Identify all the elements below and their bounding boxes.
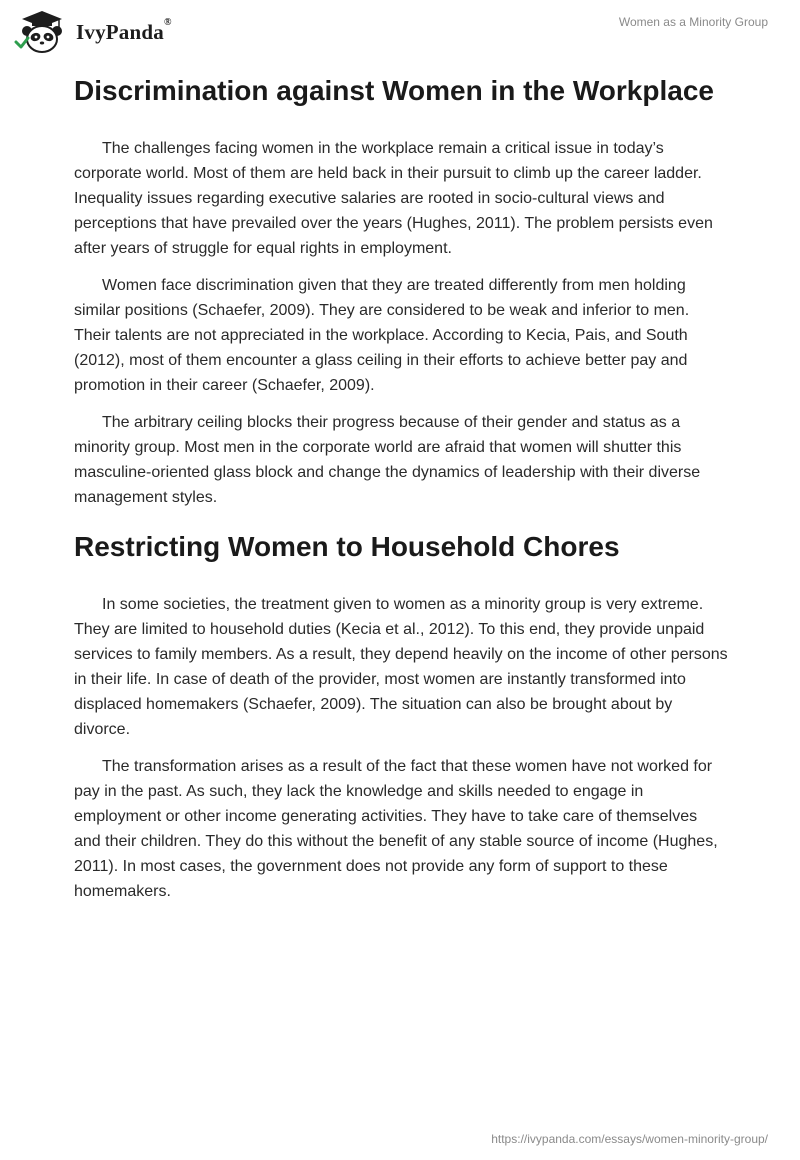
brand-logo[interactable]: [14, 8, 172, 56]
paragraph: The challenges facing women in the workplace remain a critical issue in today’s corporate world. Most of them are held back in their pursuit to climb up the career ladder. Inequality issues regarding executive salaries are rooted in socio-cultural views and perceptions that have prevailed over the years (Hughes, 2011). The problem persists even after years of struggle for equal rights in employment.: [74, 140, 713, 257]
paragraph: The arbitrary ceiling blocks their progress because of their gender and status as a minority group. Most men in the corporate world are afraid that women will shutter this masculine-oriented glass block and change the dynamics of leadership with their diverse management styles.: [74, 414, 701, 506]
paragraph: In some societies, the treatment given to women as a minority group is very extreme. They are limited to household duties (Kecia et al., 2012). To this end, they provide unpaid services to family members. As a result, they depend heavily on the income of other persons in their life. In case of death of the provider, most women are instantly transformed into displaced homemakers (Schaefer, 2009). The situation can also be brought about by divorce.: [74, 596, 728, 738]
brand-name: IvyPanda®: [76, 16, 172, 44]
paragraph: Women face discrimination given that they are treated differently from men holding similar positions (Schaefer, 2009). They are considered to be weak and inferior to men. Their talents are not appreciated in the workplace. According to Kecia, Pais, and South (2012), most of them encounter a glass ceiling in their efforts to achieve better pay and promotion in their career (Schaefer, 2009).: [74, 277, 690, 394]
section-heading-household: Restricting Women to Household Chores: [74, 531, 620, 562]
page-header: [0, 0, 800, 56]
section-heading-workplace: Discrimination against Women in the Workplace: [74, 75, 714, 106]
document-title: Women as a Minority Group: [618, 15, 768, 29]
paragraph: The transformation arises as a result of the fact that these women have not worked for pay in the past. As such, they lack the knowledge and skills needed to engage in employment or other income generating activities. They have to take care of themselves and their children. They do this without the benefit of any stable source of income (Hughes, 2011). In most cases, the government does not provide any form of support to these homemakers.: [74, 758, 718, 900]
source-url-link[interactable]: https://ivypanda.com/essays/women-minority-group/: [491, 1132, 768, 1146]
panda-graduate-logo-icon: [14, 8, 70, 56]
essay-content: [74, 72, 728, 904]
registered-mark: ®: [163, 16, 172, 28]
